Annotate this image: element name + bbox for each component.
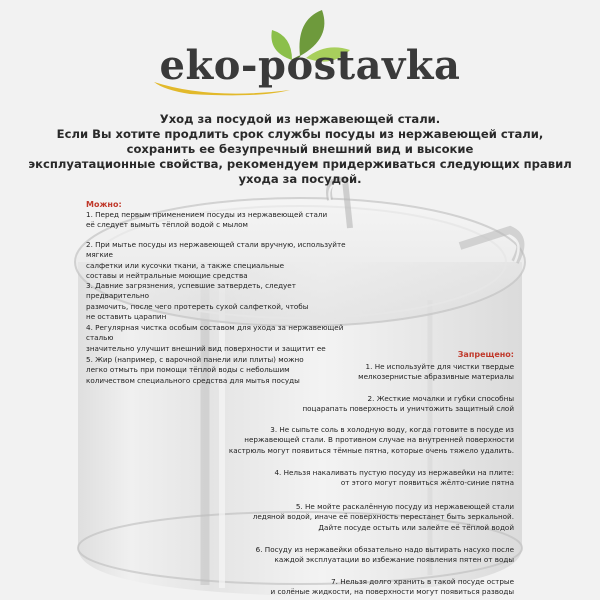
allowed-item-3 [86,281,356,323]
item-line: 5. Жир (например, с варочной панели или плиты) можно [86,355,304,364]
forbidden-item-3 [229,425,514,456]
item-line: количеством специального средства для мытья посуды [86,375,300,385]
item-line: Дайте посуде остыть или залейте её тёплой водой [318,522,514,532]
forbidden-item-2 [302,394,514,415]
item-line: 2. При мытье посуды из нержавеющей стали вручную, используйте мягкие [86,240,346,260]
intro-text [20,112,580,187]
item-line: размочить, после чего протереть сухой салфеткой, чтобы [86,301,309,311]
item-line: составы и нейтральные моющие средства [86,271,248,281]
item-line: каждой эксплуатации во избежание появления пятен от воды [274,555,514,565]
item-line: ледяной водой, иначе её поверхность перестанет быть зеркальной. [252,512,514,522]
logo-text: eko-postavka [159,42,461,89]
item-line: 4. Нельзя накаливать пустую посуду из нержавейки на плите: [274,468,514,477]
item-line: нержавеющей стали. В противном случае на внутренней поверхности [244,435,514,445]
item-line: 4. Регулярная чистка особым составом для ухода за нержавеющей сталью [86,323,344,343]
item-line: и солёные жидкости, на поверхности могут появиться разводы [270,587,514,597]
allowed-item-1 [86,210,356,231]
allowed-item-5 [86,355,356,386]
forbidden-item-1 [358,362,514,383]
item-line: 6. Посуду из нержавейки обязательно надо вытирать насухо после [255,545,514,554]
item-line: кастрюль могут появиться тёмные пятна, которые очень тяжело удалить. [228,445,514,455]
item-line: легко отмыть при помощи тёплой воды с небольшим [86,365,290,375]
intro-line: сохранить ее безупречный внешний вид и высокие [126,142,474,156]
item-line: мелкозернистые абразивные материалы [358,372,514,382]
item-line: значительно улучшит внешний вид поверхности и защитит ее [86,343,326,353]
item-line: от этого могут появиться жёлто-синие пятна [340,478,514,488]
item-line: её следует вымыть тёплой водой с мылом [86,220,248,230]
forbidden-item-5 [253,502,514,533]
item-line: 2. Жесткие мочалки и губки способны [367,394,514,403]
allowed-item-2 [86,240,356,282]
item-line: 5. Не мойте раскалённую посуду из нержавеющей стали [295,502,514,511]
intro-title: Уход за посудой из нержавеющей стали. [159,112,441,126]
item-line: 7. Нельзя долго хранить в такой посуде острые [331,577,514,586]
item-line: 1. Перед первым применением посуды из нержавеющей стали [86,210,328,219]
item-line: 1. Не используйте для чистки твердые [365,362,514,371]
forbidden-item-4 [274,468,514,489]
item-line: не оставить царапин [86,312,167,322]
allowed-item-4 [86,323,356,354]
forbidden-heading: Запрещено: [457,350,514,359]
eko-postavka-logo [150,8,470,98]
intro-line: ухода за посудой. [238,172,362,186]
item-line: салфетки или кусочки ткани, а также специальные [86,260,285,270]
forbidden-item-7 [271,577,514,598]
intro-line: Если Вы хотите продлить срок службы посуды из нержавеющей стали, [56,127,544,141]
allowed-heading: Можно: [86,200,122,209]
forbidden-item-6 [256,545,514,566]
item-line: 3. Не сыпьте соль в холодную воду, когда готовите в посуде из [270,425,514,434]
intro-line: эксплуатационные свойства, рекомендуем придерживаться следующих правил [28,157,572,171]
logo-swoosh [150,8,470,98]
item-line: 3. Давние загрязнения, успевшие затвердеть, следует предварительно [86,281,296,301]
item-line: поцарапать поверхность и уничтожить защитный слой [302,404,514,414]
